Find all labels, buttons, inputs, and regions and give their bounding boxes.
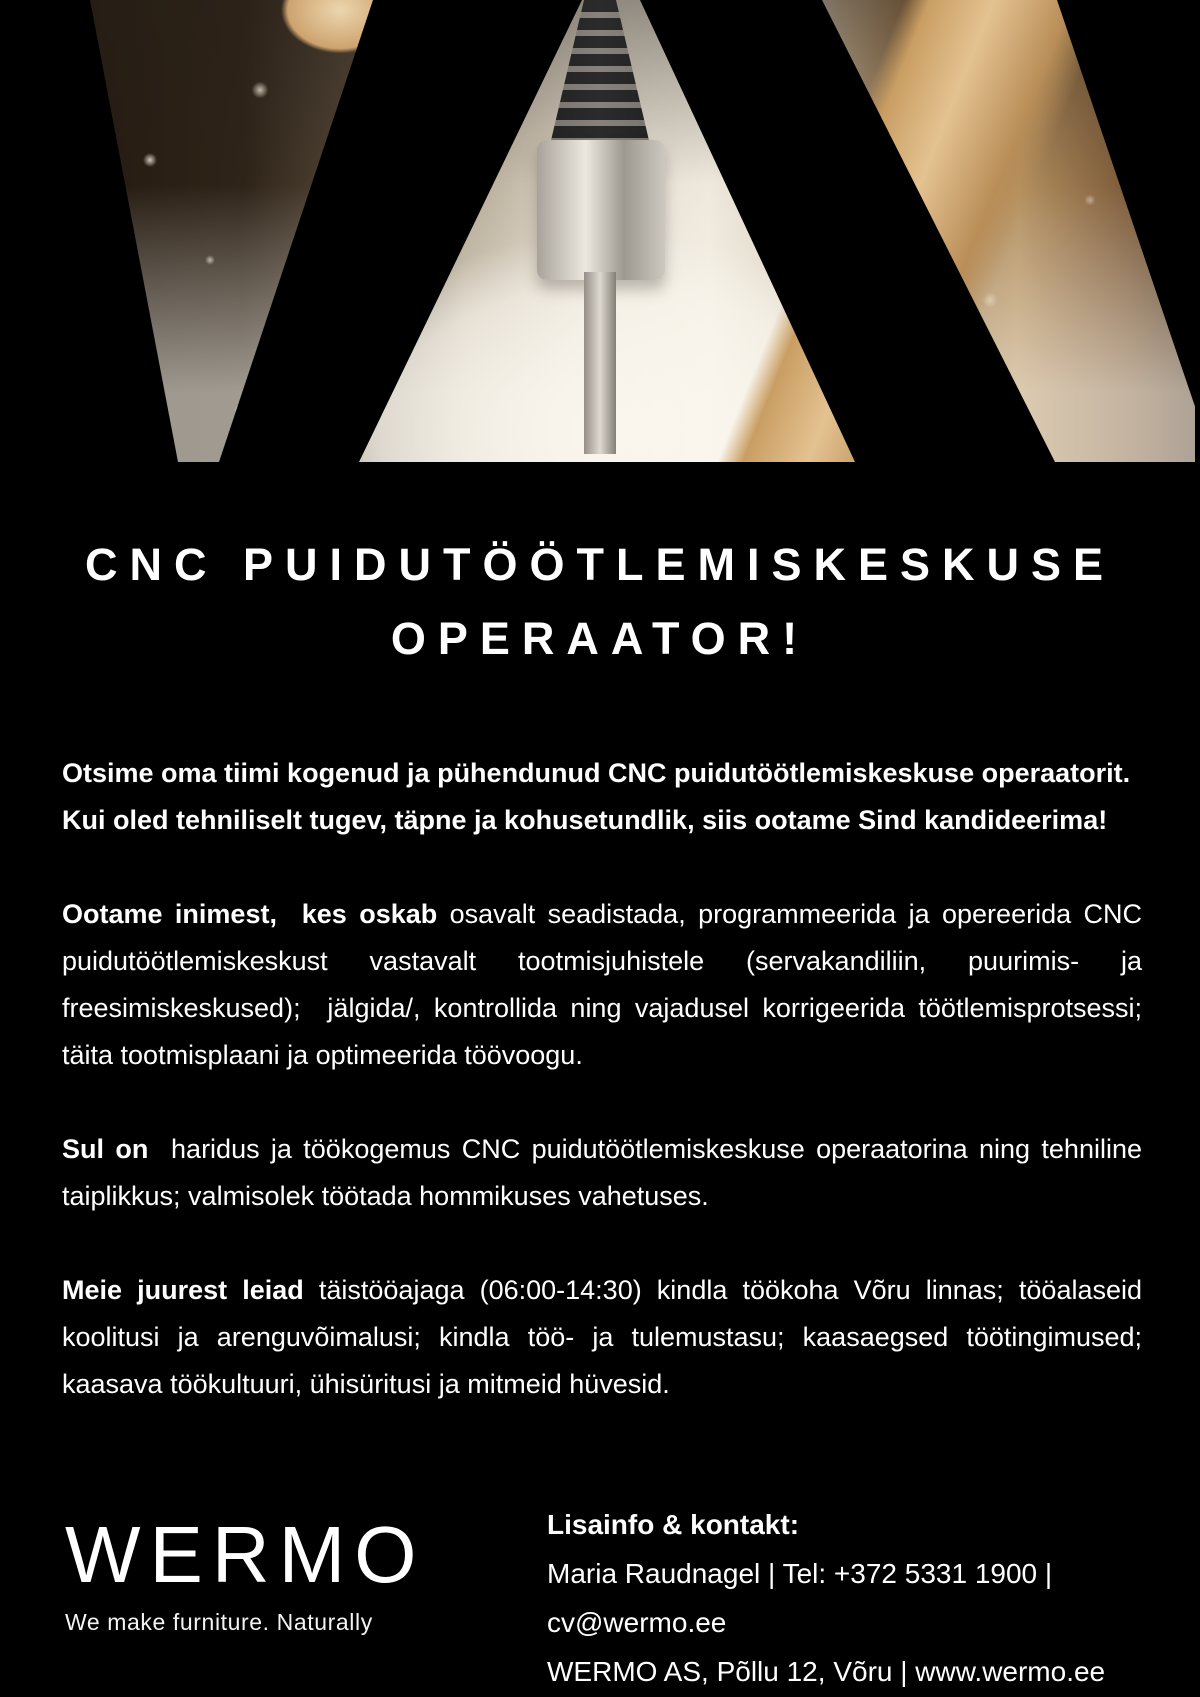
paragraph-requirements-text: haridus ja töökogemus CNC puidutöötlemiskeskuse operaatorina ning tehniline taiplikkus; valmisolek töötada hommikuses vahetuses. [62, 1134, 1150, 1211]
contact-line-phone: Maria Raudnagel | Tel: +372 5331 1900 | [547, 1558, 1053, 1589]
paragraph-offer-text: täistööajaga (06:00-14:30) kindla töökoha Võru linnas; tööalaseid koolitusi ja arenguvõimalusi; kindla töö- ja tulemustasu; kaasaegsed töötingimused; kaasava töökultuuri, ühisüritusi ja mitmeid hüvesid. [62, 1275, 1150, 1399]
paragraph-duties-lead: Ootame inimest, kes oskab [62, 899, 438, 929]
contact-line-email: cv@wermo.ee [547, 1607, 727, 1638]
cnc-machine-photo [90, 0, 1195, 462]
paragraph-offer-lead: Meie juurest leiad [62, 1275, 304, 1305]
hero-banner [0, 0, 1200, 462]
page-title-line2: OPERAATOR! [390, 613, 810, 664]
paragraph-duties-text: osavalt seadistada, programmeerida ja opereerida CNC puidutöötlemiskeskust vastavalt tootmisjuhistele (servakandiliin, puurimis- ja freesimiskeskused); jälgida/, kontrollida ning vajadusel korrigeerida töötlemisprotsessi; täita tootmisplaani ja optimeerida töövoogu. [62, 899, 1150, 1070]
paragraph-intro-text: Otsime oma tiimi kogenud ja pühendunud CNC puidutöötlemiskeskuse operaatorit. Kui oled tehniliselt tugev, täpne ja kohusetundlik, siis ootame Sind kandideerima! [62, 758, 1138, 835]
paragraph-requirements-lead: Sul on [62, 1134, 149, 1164]
wermo-logo-wordmark: WERMO [65, 1510, 426, 1599]
wermo-logo [65, 1510, 485, 1636]
paragraph-offer [62, 1267, 1150, 1408]
page-title-line1: CNC PUIDUTÖÖTLEMISKESKUSE [84, 539, 1116, 590]
contact-block [547, 1500, 1167, 1696]
page-title [0, 528, 1200, 676]
paragraph-duties [62, 891, 1150, 1079]
drill-chuck-icon [537, 140, 665, 280]
drill-bit-icon [584, 272, 616, 454]
contact-line-address: WERMO AS, Põllu 12, Võru | www.wermo.ee [547, 1656, 1106, 1687]
wermo-logo-tagline: We make furniture. Naturally [65, 1609, 373, 1635]
contact-heading: Lisainfo & kontakt: [547, 1509, 800, 1540]
job-description [62, 750, 1150, 1408]
paragraph-requirements [62, 1126, 1150, 1220]
paragraph-intro [62, 750, 1142, 844]
